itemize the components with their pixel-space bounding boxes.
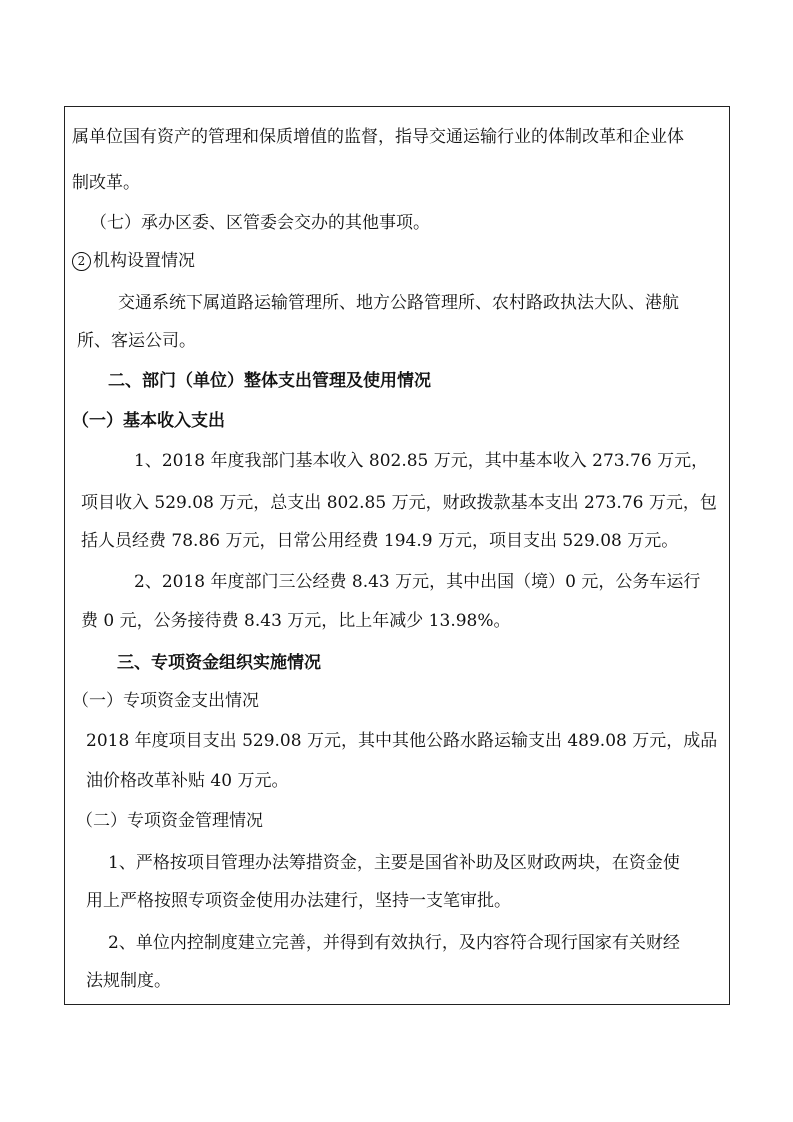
income-para-line-1: 1、2018 年度我部门基本收入 802.85 万元，其中基本收入 273.76 万元， (134, 451, 709, 471)
management-para-2-line-1: 2、单位内控制度建立完善，并得到有效执行，及内容符合现行国家有关财经 (108, 933, 680, 953)
income-para-line-3: 括人员经费 78.86 万元，日常公用经费 194.9 万元，项目支出 529.08 万元。 (81, 531, 679, 551)
subsection-special-expense-heading: （一）专项资金支出情况 (72, 691, 259, 711)
circled-number-marker: 2 (72, 252, 91, 271)
section-org-heading (72, 250, 195, 272)
three-public-para-line-1: 2、2018 年度部门三公经费 8.43 万元，其中出国（境）0 元，公务车运行 (134, 572, 701, 592)
management-para-1-line-2: 用上严格按照专项资金使用办法建行，坚持一支笔审批。 (86, 891, 511, 911)
management-para-1-line-1: 1、严格按项目管理办法筹措资金，主要是国省补助及区财政两块，在资金使 (108, 853, 680, 873)
income-para-line-2: 项目收入 529.08 万元，总支出 802.85 万元，财政拨款基本支出 273.76 万元，包 (81, 493, 717, 513)
para-1-line-2: 制改革。 (72, 173, 140, 193)
subsection-basic-income-heading: （一）基本收入支出 (72, 411, 225, 431)
three-public-para-line-2: 费 0 元，公务接待费 8.43 万元，比上年减少 13.98%。 (81, 611, 511, 631)
special-expense-line-1: 2018 年度项目支出 529.08 万元，其中其他公路水路运输支出 489.08 万元，成品 (86, 731, 718, 751)
subsection-special-management-heading: （二）专项资金管理情况 (76, 811, 263, 831)
org-para-line-1: 交通系统下属道路运输管理所、地方公路管理所、农村路政执法大队、港航 (118, 293, 679, 313)
section-org-heading-text: 机构设置情况 (93, 251, 195, 271)
special-expense-line-2: 油价格改革补贴 40 万元。 (86, 771, 289, 791)
section-3-heading: 三、专项资金组织实施情况 (117, 653, 321, 673)
section-2-heading: 二、部门（单位）整体支出管理及使用情况 (108, 371, 431, 391)
management-para-2-line-2: 法规制度。 (86, 971, 171, 991)
item-7: （七）承办区委、区管委会交办的其他事项。 (90, 213, 430, 233)
org-para-line-2: 所、客运公司。 (77, 331, 196, 351)
para-1-line-1: 属单位国有资产的管理和保质增值的监督，指导交通运输行业的体制改革和企业体 (72, 127, 684, 147)
